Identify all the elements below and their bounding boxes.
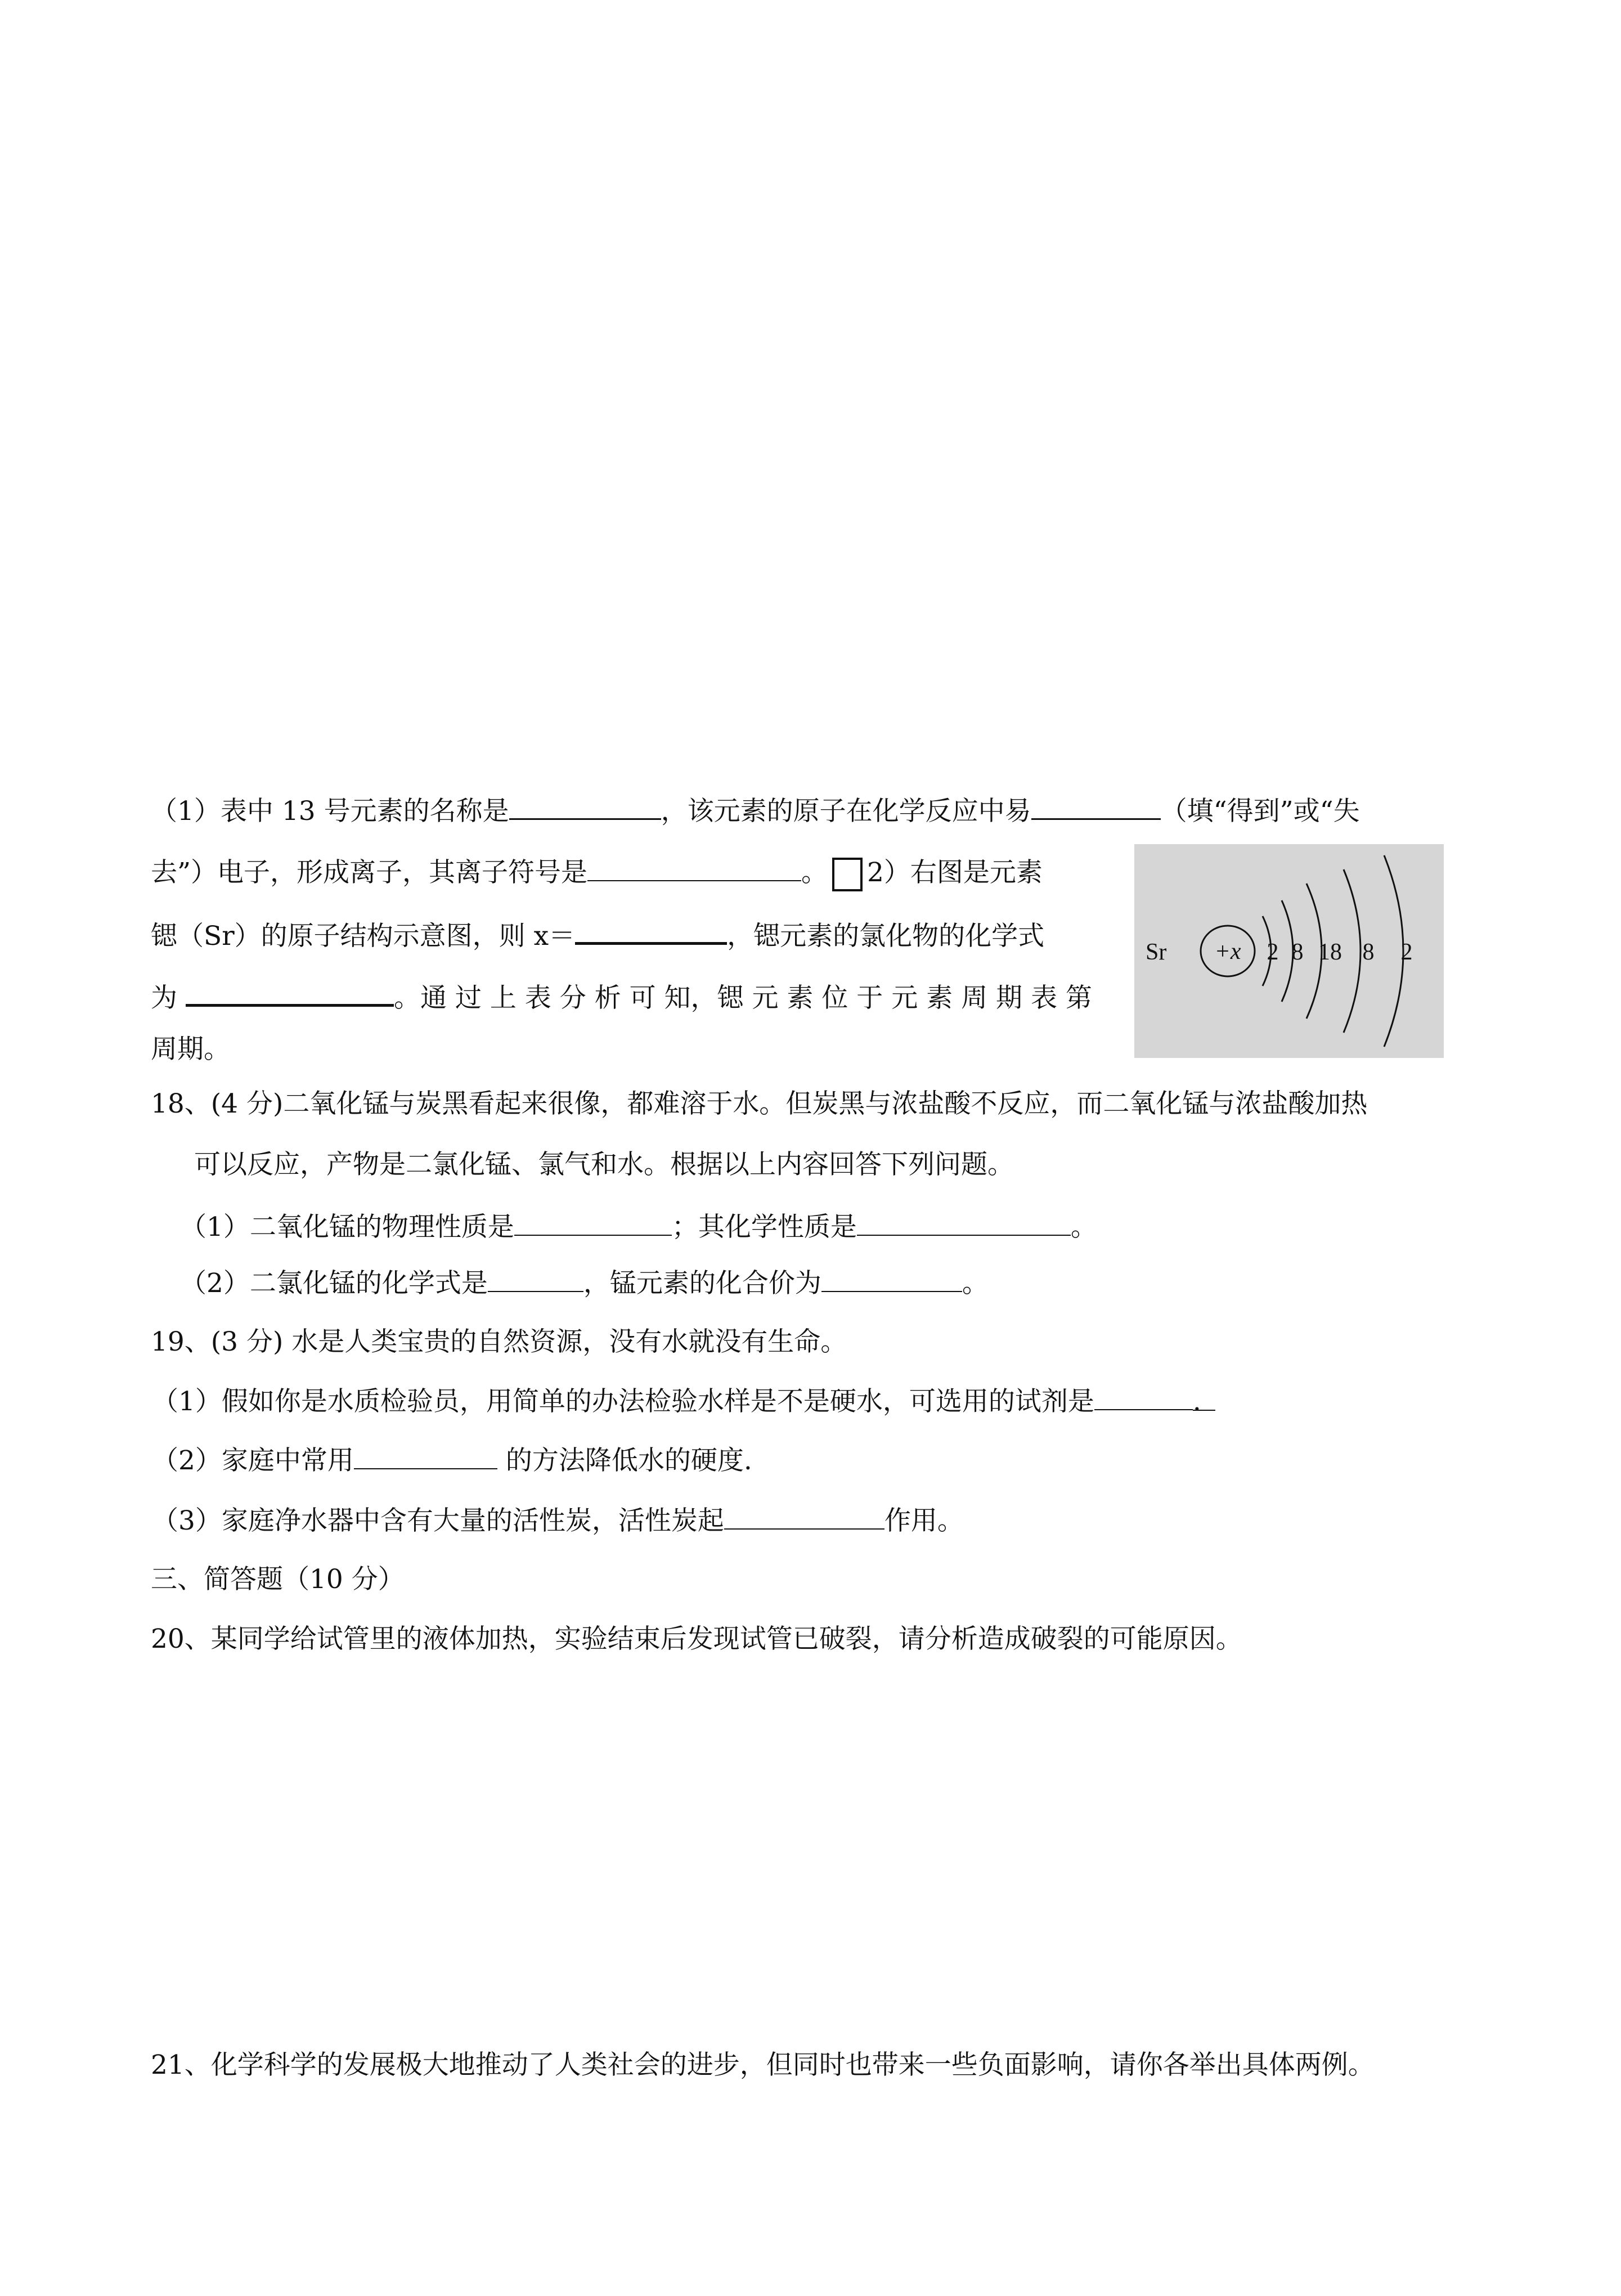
element-name-blank[interactable] (509, 793, 661, 820)
q17-part2-text-a: 2）右图是元素 (867, 857, 1043, 888)
q19-sub3-text-b: 作用。 (884, 1505, 964, 1536)
q17-line-1 (151, 793, 1360, 828)
hard-water-reagent-end: . (1193, 1385, 1215, 1411)
q18-title: 18、(4 分)二氧化锰与炭黑看起来很像，都难溶于水。但炭黑与浓盐酸不反应，而二氧化锰与浓盐酸加热 (151, 1088, 1368, 1119)
q19-sub-3 (152, 1504, 964, 1538)
q18-sub-2 (180, 1266, 989, 1301)
electron-shell-arc-4 (1344, 869, 1360, 1033)
q17-line-5 (151, 1033, 230, 1066)
q19-sub1-text: （1）假如你是水质检验员，用简单的办法检验水样是不是硬水，可选用的试剂是 (152, 1386, 1094, 1417)
q19-sub-2 (152, 1443, 752, 1478)
q17-part1-text-c: （填“得到”或“失 (1160, 796, 1360, 827)
q19-sub2-text-a: （2）家庭中常用 (152, 1445, 354, 1476)
q18-sub1-text-b: ；其化学性质是 (671, 1212, 857, 1243)
shell-3-count: 18 (1318, 939, 1342, 965)
q18-sub2-text-a: （2）二氯化锰的化学式是 (180, 1268, 488, 1299)
activated-carbon-role-blank[interactable] (724, 1504, 884, 1530)
q17-part1-text-b: ，该元素的原子在化学反应中易 (661, 796, 1031, 827)
q19-sub3-text-a: （3）家庭净水器中含有大量的活性炭，活性炭起 (152, 1505, 724, 1536)
shell-4-count: 8 (1362, 939, 1375, 965)
shell-5-count: 2 (1400, 939, 1413, 965)
q17-part2-text-c: ，锶元素的氯化物的化学式 (727, 921, 1045, 952)
q18-sub-1 (180, 1210, 1097, 1244)
ion-symbol-blank[interactable] (587, 855, 801, 881)
nucleus-charge-label: +x (1214, 939, 1241, 965)
q19-sub-1 (152, 1384, 1215, 1419)
shell-1-count: 2 (1267, 939, 1279, 965)
physical-property-blank[interactable] (514, 1210, 672, 1236)
q20-text: 20、某同学给试管里的液体加热，实验结束后发现试管已破裂，请分析造成破裂的可能原因。 (151, 1624, 1242, 1654)
gain-lose-blank[interactable] (1031, 793, 1161, 820)
hard-water-reagent-blank[interactable] (1094, 1384, 1193, 1410)
q18-sub1-text-a: （1）二氧化锰的物理性质是 (180, 1212, 514, 1243)
q19-sub2-text-b: 的方法降低水的硬度. (505, 1445, 752, 1476)
section-3-heading: 三、简答题（10 分） (151, 1564, 405, 1595)
q17-part2-text-b: 锶（Sr）的原子结构示意图，则 x＝ (151, 921, 576, 952)
q17-part1-text-e: 。 (801, 857, 828, 888)
element-symbol-label: Sr (1146, 939, 1167, 965)
shell-2-count: 8 (1291, 939, 1304, 965)
q17-part1-text-d: 去”）电子，形成离子，其离子符号是 (151, 857, 588, 888)
sr-atomic-structure-diagram (1134, 844, 1444, 1058)
q18-sub2-text-c: 。 (962, 1268, 989, 1299)
q19-title: 19、(3 分) 水是人类宝贵的自然资源，没有水就没有生命。 (151, 1326, 847, 1357)
q18-sub1-text-c: 。 (1070, 1212, 1097, 1243)
chloride-formula-blank[interactable] (186, 979, 394, 1007)
mncl2-formula-blank[interactable] (488, 1266, 583, 1292)
chemical-property-blank[interactable] (857, 1210, 1071, 1236)
q17-part2-text-d: 为 (151, 983, 177, 1014)
q18-continuation: 可以反应，产物是二氯化锰、氯气和水。根据以上内容回答下列问题。 (194, 1149, 1014, 1180)
valence-blank[interactable] (821, 1266, 962, 1292)
q17-line-3 (151, 917, 1044, 953)
q17-line-4 (151, 979, 1092, 1015)
q17-part2-text-f: 周期。 (151, 1034, 230, 1065)
q17-line-2 (151, 855, 1043, 891)
q17-part1-text: （1）表中 13 号元素的名称是 (151, 796, 509, 827)
q21-text: 21、化学科学的发展极大地推动了人类社会的进步，但同时也带来一些负面影响，请你各举出具体两例。 (151, 2050, 1375, 2080)
q18-sub2-text-b: ，锰元素的化合价为 (583, 1268, 821, 1299)
answer-box[interactable] (832, 858, 863, 891)
x-value-blank[interactable] (575, 917, 727, 945)
q17-part2-text-e: 。通 过 上 表 分 析 可 知，锶 元 素 位 于 元 素 周 期 表 第 (393, 983, 1092, 1014)
softening-method-blank[interactable] (354, 1443, 497, 1469)
